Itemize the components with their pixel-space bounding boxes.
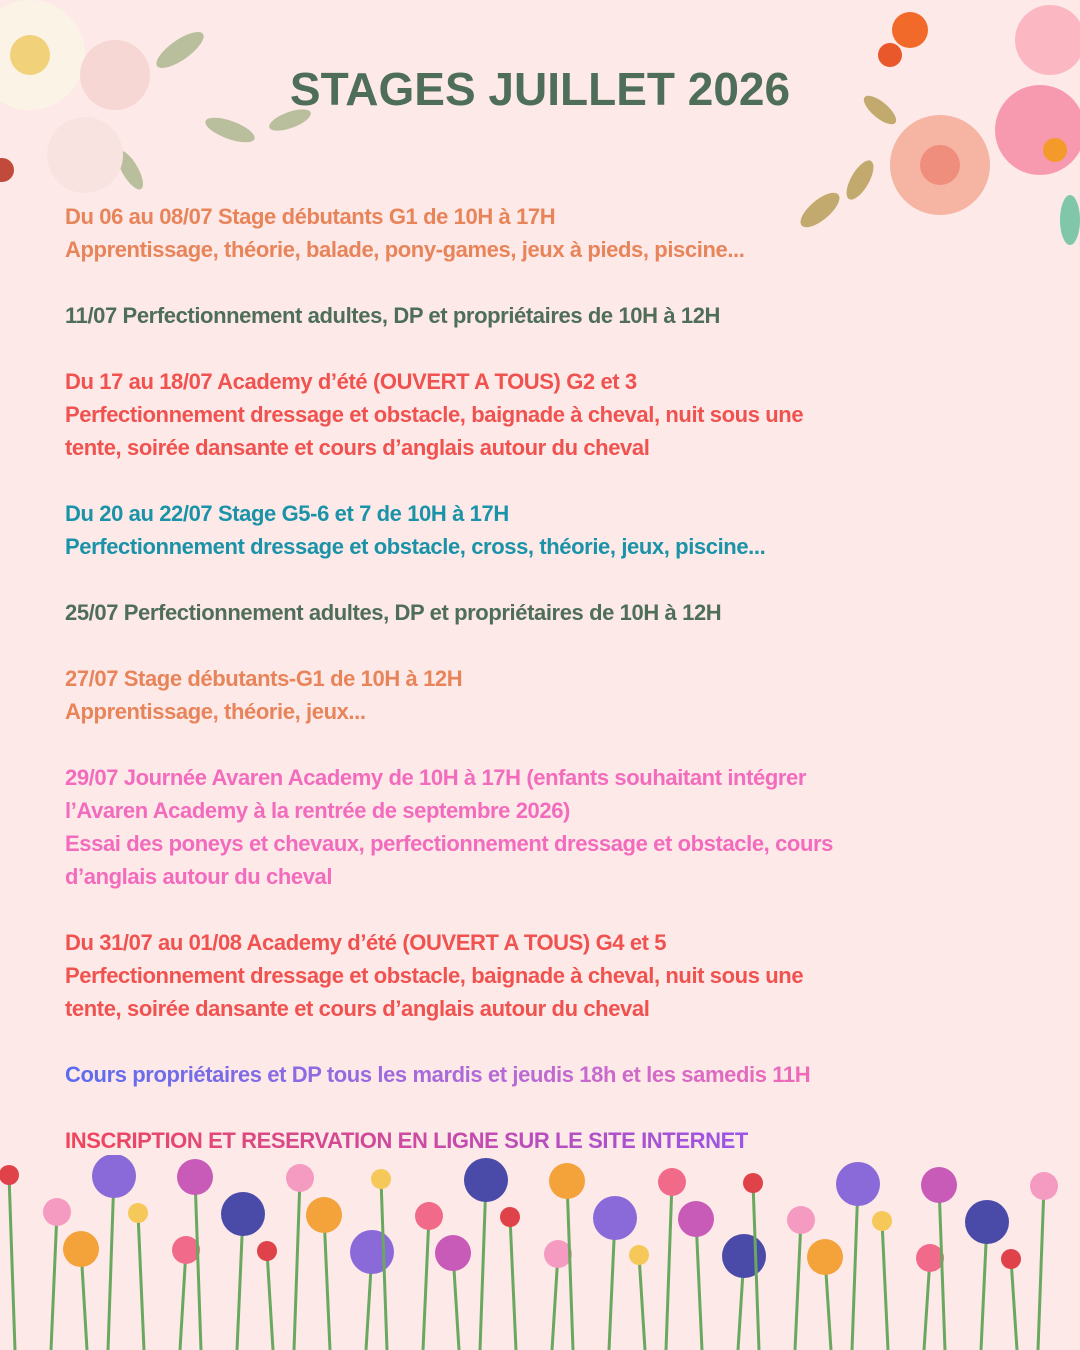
flower-stem	[666, 1182, 672, 1350]
flower-stem	[552, 1254, 558, 1350]
flower-head	[371, 1169, 391, 1189]
registration-notice: INSCRIPTION ET RESERVATION EN LIGNE SUR LE SITE INTERNET	[65, 1128, 748, 1153]
stage-adults-1107	[65, 299, 1025, 332]
flower-head	[500, 1207, 520, 1227]
flower-head	[1001, 1249, 1021, 1269]
wildflowers-border-icon	[0, 1155, 1080, 1350]
flower-stem	[9, 1175, 15, 1350]
flower-head	[787, 1206, 815, 1234]
flower-head	[306, 1197, 342, 1233]
flower-head	[872, 1211, 892, 1231]
stage-beginners-g1	[65, 200, 1025, 266]
flower-head	[464, 1158, 508, 1202]
flower-head	[177, 1159, 213, 1195]
stage-description: Apprentissage, théorie, balade, pony-games, jeux à pieds, piscine...	[65, 237, 745, 262]
flower-stem	[1011, 1259, 1017, 1350]
stage-heading: 11/07 Perfectionnement adultes, DP et propriétaires de 10H à 12H	[65, 303, 721, 328]
flower-stem	[882, 1221, 888, 1350]
flower-head	[836, 1162, 880, 1206]
stage-heading: Du 20 au 22/07 Stage G5-6 et 7 de 10H à 17H	[65, 501, 509, 526]
stage-academy-g2-3	[65, 365, 1025, 464]
flower-head	[921, 1167, 957, 1203]
flower-head	[128, 1203, 148, 1223]
flower-stem	[195, 1177, 201, 1350]
flower-head	[350, 1230, 394, 1274]
flower-head	[63, 1231, 99, 1267]
flower-stem	[267, 1251, 273, 1350]
stage-description: Perfectionnement dressage et obstacle, baignade à cheval, nuit sous une	[65, 402, 804, 427]
stage-heading: l’Avaren Academy à la rentrée de septembre 2026)	[65, 798, 570, 823]
stage-description: Perfectionnement dressage et obstacle, baignade à cheval, nuit sous une	[65, 963, 804, 988]
flower-head	[92, 1155, 136, 1198]
flower-head	[629, 1245, 649, 1265]
flower-head	[549, 1163, 585, 1199]
flower-stem	[108, 1176, 114, 1350]
flower-stem	[1038, 1186, 1044, 1350]
flower-head	[286, 1164, 314, 1192]
flower-head	[807, 1239, 843, 1275]
flower-stem	[138, 1213, 144, 1350]
stage-heading: 27/07 Stage débutants-G1 de 10H à 12H	[65, 666, 463, 691]
flower-stem	[480, 1180, 486, 1350]
flower-head	[1030, 1172, 1058, 1200]
owners-course-info: Cours propriétaires et DP tous les mardis et jeudis 18h et les samedis 11H	[65, 1062, 811, 1087]
flower-head	[593, 1196, 637, 1240]
flower-stem	[639, 1255, 645, 1350]
stage-heading: Du 31/07 au 01/08 Academy d’été (OUVERT A TOUS) G4 et 5	[65, 930, 667, 955]
stage-heading: 29/07 Journée Avaren Academy de 10H à 17H (enfants souhaitant intégrer	[65, 765, 807, 790]
flower-stem	[795, 1220, 801, 1350]
stage-description: tente, soirée dansante et cours d’anglais autour du cheval	[65, 996, 650, 1021]
stage-heading: Du 17 au 18/07 Academy d’été (OUVERT A TOUS) G2 et 3	[65, 369, 637, 394]
flower-head	[415, 1202, 443, 1230]
flower-head	[221, 1192, 265, 1236]
flower-stem	[510, 1217, 516, 1350]
flower-stem	[852, 1184, 858, 1350]
flower-stem	[324, 1215, 330, 1350]
flower-head	[435, 1235, 471, 1271]
flower-head	[678, 1201, 714, 1237]
flower-stem	[51, 1212, 57, 1350]
flower-stem	[423, 1216, 429, 1350]
stage-heading: 25/07 Perfectionnement adultes, DP et propriétaires de 10H à 12H	[65, 600, 722, 625]
stage-description: d’anglais autour du cheval	[65, 864, 333, 889]
stage-heading: Du 06 au 08/07 Stage débutants G1 de 10H à 17H	[65, 204, 556, 229]
stage-beginners-2707	[65, 662, 1025, 728]
flower-head	[658, 1168, 686, 1196]
stage-description: Essai des poneys et chevaux, perfectionnement dressage et obstacle, cours	[65, 831, 833, 856]
stage-avaren-academy-day	[65, 761, 1025, 893]
stage-description: Apprentissage, théorie, jeux...	[65, 699, 366, 724]
flower-stem	[567, 1181, 573, 1350]
page-title: STAGES JUILLET 2026	[289, 63, 791, 115]
stage-g5-6-7	[65, 497, 1025, 563]
flower-stem	[180, 1250, 186, 1350]
stage-adults-2507	[65, 596, 1025, 629]
flower-stem	[696, 1219, 702, 1350]
stage-description: tente, soirée dansante et cours d’anglais autour du cheval	[65, 435, 650, 460]
stage-academy-g4-5	[65, 926, 1025, 1025]
schedule-list	[65, 200, 1025, 1190]
flower-head	[965, 1200, 1009, 1244]
stage-description: Perfectionnement dressage et obstacle, cross, théorie, jeux, piscine...	[65, 534, 766, 559]
flower-head	[43, 1198, 71, 1226]
flower-head	[743, 1173, 763, 1193]
flower-head	[722, 1234, 766, 1278]
flower-head	[257, 1241, 277, 1261]
flower-stem	[294, 1178, 300, 1350]
flower-head	[0, 1165, 19, 1185]
